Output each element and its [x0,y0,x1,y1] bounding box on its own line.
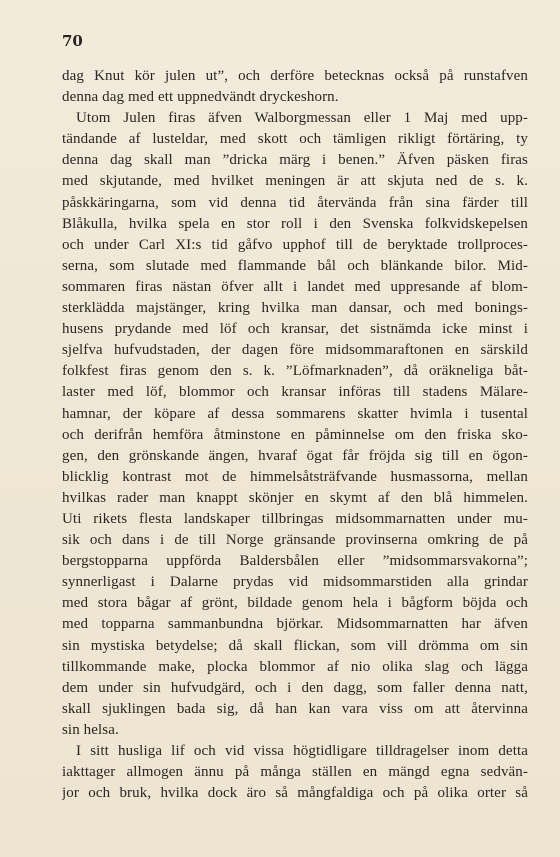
text-line: Uti rikets flesta landskaper tillbringas midsommarnatten under mu- [62,510,528,527]
text-line: serna, som slutade med flammande bål och blänkande bilor. Mid- [62,257,528,274]
text-line: sjelfva hufvudstaden, der dagen före midsommaraftonen en särskild [62,342,528,359]
text-line: hamnar, der köpare af dessa sommarens skatter hvimla i tusental [62,405,528,422]
text-line: laster med löf, blommor och kransar införas till stadens Mälare- [62,384,528,401]
body-text [62,66,528,804]
text-line: denna dag med ett uppnedvändt dryckeshorn. [62,89,339,106]
text-line: Blåkulla, hvilka spela en stor roll i den Svenska folkvidskepelsen [62,215,528,232]
text-line: sin helsa. [62,721,119,738]
text-line: tillkommande make, plocka blommor af nio olika slag och lägga [62,658,528,675]
text-line: hvilkas rader man knappt skönjer en skymt af den blå himmelen. [62,489,528,506]
text-line: Utom Julen firas äfven Walborgmessan eller 1 Maj med upp- [76,110,528,127]
text-line: med stora bågar af grönt, bildade genom hela i bågform böjda och [62,595,528,612]
page-number: 70 [62,32,83,50]
text-line: I sitt husliga lif och vid vissa högtidligare tilldragelser inom detta [76,743,528,759]
text-line: påskkäringarna, som vid denna tid återvända från sina färder till [62,194,528,211]
text-line: synnerligast i Dalarne prydas vid midsommarstiden alla grindar [62,574,528,591]
text-line: sommaren firas nästan öfver allt i landet med uppresande af blom- [62,278,528,295]
text-line: husens prydande med löf och kransar, det sistnämda icke minst i [62,321,528,338]
text-line: iakttager allmogen ännu på många ställen en mängd egna sedvän- [62,764,528,781]
text-line: folkfest firas genom den s. k. ”Löfmarknaden”, då oräkneliga båt- [62,363,528,380]
text-line: jor och bruk, hvilka dock äro så mångfaldiga och på olika orter så [62,785,528,802]
text-line: och under Carl XI:s tid gåfvo upphof till de beryktade trollproces- [62,236,528,253]
text-line: bergstopparna uppförda Baldersbålen eller ”midsommarsvakorna”; [62,553,528,570]
text-line: med skjutande, med hvilket meningen är att skjuta ned de s. k. [62,173,528,190]
text-line: sterklädda majstänger, kring hvilka man dansar, och med bonings- [62,300,528,317]
text-line: skall sjuklingen bada sig, då han kan vara viss om att återvinna [62,700,528,717]
text-line: sik och dans i de till Norge gränsande provinserna omkring de på [62,532,528,549]
text-line: blicklig kontrast mot de himmelsåtsträfvande husmassorna, mellan [62,468,528,485]
text-line: dag Knut kör julen ut”, och derföre betecknas också på runstafven [62,68,528,84]
text-line: dem under sin hufvudgärd, och i den dagg, som faller denna natt, [62,679,528,696]
text-line: gen, den grönskande ängen, hvaraf ögat får fröjda sig till en ögon- [62,447,528,464]
text-line: med topparna sammanbundna björkar. Midsommarnatten har äfven [62,616,528,633]
text-line: denna dag skall man ”dricka märg i benen.” Äfven päsken firas [62,152,528,169]
text-line: sin mystiska betydelse; då skall flickan, som vill drömma om sin [62,637,528,654]
text-line: och derifrån hemföra åtminstone en påminnelse om den friska sko- [62,426,528,443]
text-line: tändande af lusteldar, med skott och tämligen rikligt förtäring, ty [62,131,528,148]
